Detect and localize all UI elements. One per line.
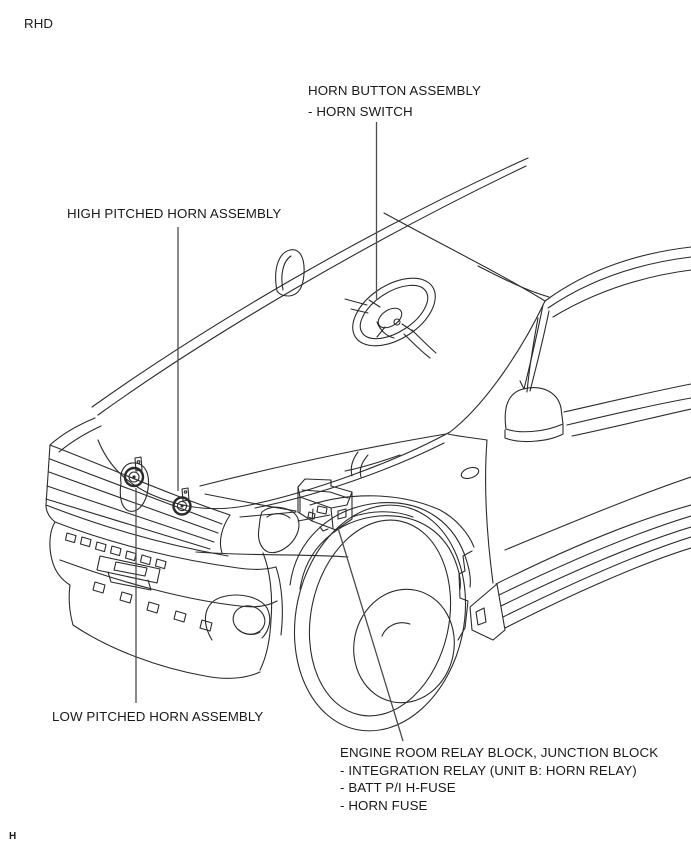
wheel-rim — [343, 580, 465, 712]
front-fender-and-wheel — [274, 434, 493, 747]
page-footer-mark: H — [9, 831, 17, 842]
horn-button-label — [308, 80, 481, 122]
running-board — [470, 477, 691, 640]
steering-wheel — [341, 264, 448, 359]
front-bumper — [46, 505, 348, 678]
door-belt-line — [564, 384, 691, 436]
relay-block-leader-line — [338, 528, 403, 741]
front-grille — [46, 445, 230, 556]
relay-block-line1: ENGINE ROOM RELAY BLOCK, JUNCTION BLOCK — [340, 745, 659, 760]
relay-block-line3: - BATT P/I H-FUSE — [340, 780, 456, 796]
low-horn-label: LOW PITCHED HORN ASSEMBLY — [52, 709, 264, 724]
high-horn-label: HIGH PITCHED HORN ASSEMBLY — [67, 206, 282, 221]
cowl-and-hood — [50, 301, 545, 517]
relay-block-label — [340, 744, 658, 814]
rhd-text: RHD — [24, 16, 54, 31]
relay-block-line4: - HORN FUSE — [340, 797, 428, 813]
low-pitched-horn — [125, 457, 143, 486]
side-mirror — [505, 381, 563, 441]
relay-block-line2: - INTEGRATION RELAY (UNIT B: HORN RELAY) — [340, 762, 637, 778]
far-side-mirror — [276, 250, 304, 296]
horn-button-line1: HORN BUTTON ASSEMBLY — [308, 83, 481, 98]
roof-and-pillars — [92, 158, 691, 415]
high-pitched-horn — [174, 488, 191, 515]
horn-button-line2: - HORN SWITCH — [308, 104, 413, 119]
rhd-variant-label — [24, 13, 53, 34]
side-turn-signal — [460, 465, 480, 480]
